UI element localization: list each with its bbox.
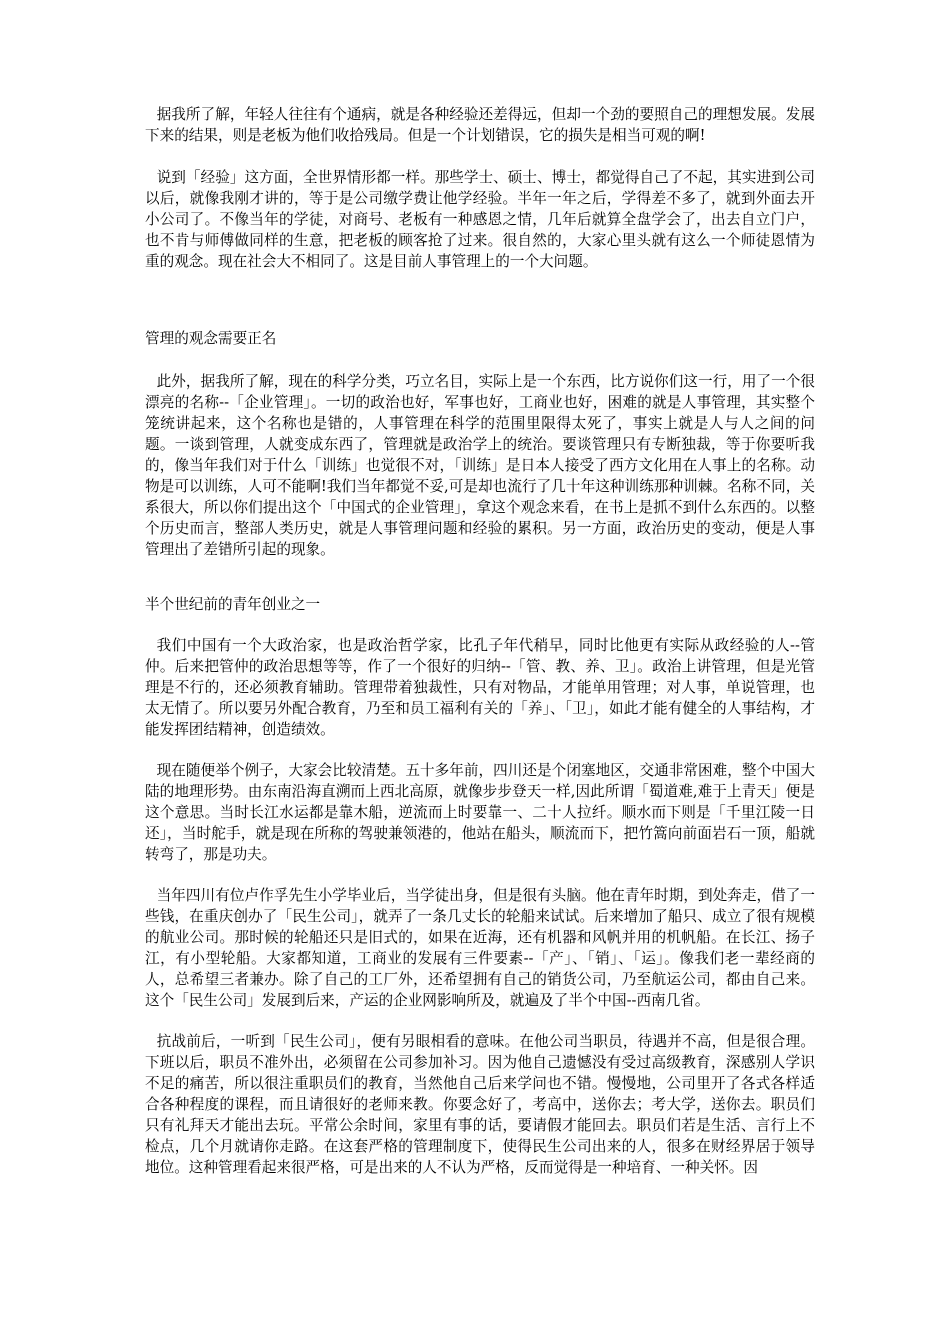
- paragraph-4: 我们中国有一个大政治家，也是政治哲学家，比孔子年代稍早，同时比他更有实际从政经验的人--管仲。后来把管仲的政治思想等等，作了一个很好的归纳--「管、教、养、卫」。政治上讲管理，但是光管理是不行的，还必须教育辅助。管理带着独裁性，只有对物品，才能单用管理；对人事，单说管理，也太无情了。所以要另外配合教育，乃至和员工福利有关的「养」、「卫」，如此才能有健全的人事结构，才能发挥团结精神，创造绩效。: [145, 637, 815, 738]
- section-heading-2: 半个世纪前的青年创业之一: [145, 596, 321, 613]
- paragraph-6: 当年四川有位卢作孚先生小学毕业后，当学徒出身，但是很有头脑。他在青年时期，到处奔走，借了一些钱，在重庆创办了「民生公司」，就弄了一条几丈长的轮船来试试。后来增加了船只、成立了很有规模的航业公司。那时候的轮船还只是旧式的，如果在近海，还有机器和风帆并用的机帆船。在长江、扬子江，有小型轮船。大家都知道，工商业的发展有三件要素--「产」、「销」、「运」。像我们老一辈经商的人，总希望三者兼办。除了自己的工厂外，还希望拥有自己的销货公司，乃至航运公司，都由自己来。这个「民生公司」发展到后来，产运的企业网影响所及，就遍及了半个中国--西南几省。: [145, 887, 815, 1009]
- section-heading-1: 管理的观念需要正名: [145, 330, 277, 347]
- document-body: [145, 104, 815, 1178]
- paragraph-5: 现在随便举个例子，大家会比较清楚。五十多年前，四川还是个闭塞地区，交通非常困难，整个中国大陆的地理形势。由东南沿海直溯而上西北高原，就像步步登天一样,因此所谓「蜀道难,难于上青天」便是这个意思。当时长江水运都是靠木船，逆流而上时要靠一、二十人拉纤。顺水而下则是「千里江陵一日还」，当时舵手，就是现在所称的驾驶兼领港的，他站在船头，顺流而下，把竹篙向前面岩石一顶，船就转弯了，那是功夫。: [145, 762, 815, 863]
- paragraph-1: 据我所了解，年轻人往往有个通病，就是各种经验还差得远，但却一个劲的要照自己的理想发展。发展下来的结果，则是老板为他们收拾残局。但是一个计划错误，它的损失是相当可观的啊!: [145, 106, 815, 144]
- paragraph-2: 说到「经验」这方面，全世界情形都一样。那些学士、硕士、博士，都觉得自己了不起，其实进到公司以后，就像我刚才讲的，等于是公司缴学费让他学经验。半年一年之后，学得差不多了，就到外面去开小公司了。不像当年的学徒，对商号、老板有一种感恩之情，几年后就算全盘学会了，出去自立门户，也不肯与师傅做同样的生意，把老板的顾客抢了过来。很自然的，大家心里头就有这么一个师徒恩情为重的观念。现在社会大不相同了。这是目前人事管理上的一个大问题。: [145, 169, 815, 270]
- paragraph-7: 抗战前后，一听到「民生公司」，便有另眼相看的意味。在他公司当职员，待遇并不高，但是很合理。下班以后，职员不准外出，必须留在公司参加补习。因为他自己遗憾没有受过高级教育，深感别人学识不足的痛苦，所以很注重职员们的教育，当然他自己后来学问也不错。慢慢地，公司里开了各式各样适合各种程度的课程，而且请很好的老师来教。你要念好了，考高中，送你去；考大学，送你去。职员们只有礼拜天才能出去玩。平常公余时间，家里有事的话，要请假才能回去。职员们若是生活、言行上不检点，几个月就请你走路。在这套严格的管理制度下，使得民生公司出来的人，很多在财经界居于领导地位。这种管理看起来很严格，可是出来的人不认为严格，反而觉得是一种培育、一种关怀。因: [145, 1033, 815, 1176]
- paragraph-3: 此外，据我所了解，现在的科学分类，巧立名目，实际上是一个东西，比方说你们这一行，用了一个很漂亮的名称--「企业管理」。一切的政治也好，军事也好，工商业也好，困难的就是人事管理，其实整个笼统讲起来，这个名称也是错的，人事管理在科学的范围里限得太死了，事实上就是人与人之间的问题。一谈到管理，人就变成东西了，管理就是政治学上的统治。要谈管理只有专断独裁，等于你要听我的，像当年我们对于什么「训练」也觉很不对，「训练」是日本人接受了西方文化用在人事上的名称。动物是可以训练，人可不能啊!我们当年都觉不妥,可是却也流行了几十年这种训练那种训棘。名称不同，关系很大，所以你们提出这个「中国式的企业管理」，拿这个观念来看，在书上是抓不到什么东西的。以整个历史而言，整部人类历史，就是人事管理问题和经验的累积。另一方面，政治历史的变动，便是人事管理出了差错所引起的现象。: [145, 373, 815, 558]
